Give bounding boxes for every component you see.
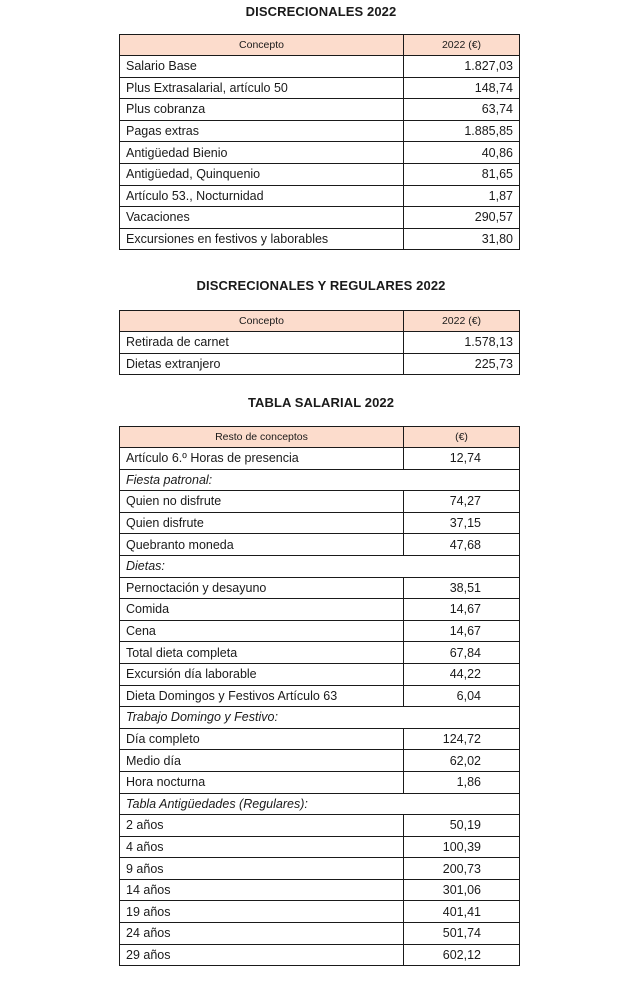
- amount-cell: 47,68: [404, 534, 520, 556]
- table-subheader-row: [120, 707, 520, 729]
- amount-cell: 81,65: [404, 163, 520, 185]
- amount-cell: 1.827,03: [404, 56, 520, 78]
- amount-cell: 148,74: [404, 77, 520, 99]
- concept-cell: 29 años: [120, 944, 404, 966]
- concept-cell: Pagas extras: [120, 120, 404, 142]
- concept-cell: Vacaciones: [120, 207, 404, 229]
- table-row: [120, 142, 520, 164]
- table-row: [120, 491, 520, 513]
- table-row: [120, 353, 520, 375]
- concept-cell: Retirada de carnet: [120, 332, 404, 354]
- amount-cell: 12,74: [404, 448, 520, 470]
- concept-cell: Medio día: [120, 750, 404, 772]
- table-subheader-row: [120, 469, 520, 491]
- concept-cell: Dietas extranjero: [120, 353, 404, 375]
- column-header-amount: 2022 (€): [404, 311, 520, 332]
- concept-cell: Hora nocturna: [120, 771, 404, 793]
- table-discrecionales: [119, 34, 520, 250]
- table-row: [120, 663, 520, 685]
- table-row: [120, 599, 520, 621]
- table-row: [120, 207, 520, 229]
- amount-cell: 31,80: [404, 228, 520, 250]
- amount-cell: 14,67: [404, 620, 520, 642]
- concept-cell: Excursión día laborable: [120, 663, 404, 685]
- table-row: [120, 185, 520, 207]
- table-row: [120, 534, 520, 556]
- amount-cell: 100,39: [404, 836, 520, 858]
- table-header-row: [120, 427, 520, 448]
- amount-cell: 37,15: [404, 512, 520, 534]
- concept-cell: Quebranto moneda: [120, 534, 404, 556]
- amount-cell: 6,04: [404, 685, 520, 707]
- table-row: [120, 642, 520, 664]
- amount-cell: 63,74: [404, 99, 520, 121]
- amount-cell: 225,73: [404, 353, 520, 375]
- table-row: [120, 836, 520, 858]
- column-header-concept: Resto de conceptos: [120, 427, 404, 448]
- amount-cell: 290,57: [404, 207, 520, 229]
- amount-cell: 74,27: [404, 491, 520, 513]
- amount-cell: 401,41: [404, 901, 520, 923]
- table-row: [120, 685, 520, 707]
- table-row: [120, 879, 520, 901]
- table-row: [120, 77, 520, 99]
- concept-cell: Quien no disfrute: [120, 491, 404, 513]
- concept-cell: Cena: [120, 620, 404, 642]
- amount-cell: 1,86: [404, 771, 520, 793]
- table-row: [120, 56, 520, 78]
- amount-cell: 1.578,13: [404, 332, 520, 354]
- table-header-row: [120, 35, 520, 56]
- amount-cell: 1.885,85: [404, 120, 520, 142]
- amount-cell: 40,86: [404, 142, 520, 164]
- table-row: [120, 901, 520, 923]
- concept-cell: Antigüedad, Quinquenio: [120, 163, 404, 185]
- table-subheader-row: [120, 793, 520, 815]
- amount-cell: 301,06: [404, 879, 520, 901]
- concept-cell: Pernoctación y desayuno: [120, 577, 404, 599]
- concept-cell: 4 años: [120, 836, 404, 858]
- concept-cell: Plus Extrasalarial, artículo 50: [120, 77, 404, 99]
- amount-cell: 200,73: [404, 858, 520, 880]
- table-row: [120, 923, 520, 945]
- subheader-label: Tabla Antigüedades (Regulares):: [120, 793, 520, 815]
- amount-cell: 50,19: [404, 815, 520, 837]
- table-row: [120, 163, 520, 185]
- section-title-discrecionales-regulares: DISCRECIONALES Y REGULARES 2022: [196, 278, 446, 293]
- concept-cell: Día completo: [120, 728, 404, 750]
- concept-cell: Artículo 53., Nocturnidad: [120, 185, 404, 207]
- concept-cell: 19 años: [120, 901, 404, 923]
- column-header-amount: (€): [404, 427, 520, 448]
- concept-cell: Total dieta completa: [120, 642, 404, 664]
- concept-cell: 2 años: [120, 815, 404, 837]
- table-row: [120, 858, 520, 880]
- amount-cell: 1,87: [404, 185, 520, 207]
- table-row: [120, 728, 520, 750]
- section-title-tabla-salarial: TABLA SALARIAL 2022: [247, 395, 395, 410]
- section-title-discrecionales: DISCRECIONALES 2022: [245, 4, 397, 19]
- table-row: [120, 577, 520, 599]
- column-header-amount: 2022 (€): [404, 35, 520, 56]
- amount-cell: 501,74: [404, 923, 520, 945]
- table-row: [120, 99, 520, 121]
- amount-cell: 602,12: [404, 944, 520, 966]
- column-header-concept: Concepto: [120, 35, 404, 56]
- amount-cell: 62,02: [404, 750, 520, 772]
- table-row: [120, 815, 520, 837]
- table-tabla-salarial: [119, 426, 520, 966]
- concept-cell: Comida: [120, 599, 404, 621]
- amount-cell: 38,51: [404, 577, 520, 599]
- table-discrecionales-regulares: [119, 310, 520, 375]
- table-row: [120, 512, 520, 534]
- subheader-label: Dietas:: [120, 555, 520, 577]
- concept-cell: Dieta Domingos y Festivos Artículo 63: [120, 685, 404, 707]
- concept-cell: Plus cobranza: [120, 99, 404, 121]
- table-header-row: [120, 311, 520, 332]
- table-row: [120, 620, 520, 642]
- amount-cell: 67,84: [404, 642, 520, 664]
- table-row: [120, 771, 520, 793]
- table-row: [120, 448, 520, 470]
- table-row: [120, 750, 520, 772]
- concept-cell: 9 años: [120, 858, 404, 880]
- column-header-concept: Concepto: [120, 311, 404, 332]
- concept-cell: 24 años: [120, 923, 404, 945]
- concept-cell: Excursiones en festivos y laborables: [120, 228, 404, 250]
- concept-cell: Quien disfrute: [120, 512, 404, 534]
- amount-cell: 44,22: [404, 663, 520, 685]
- subheader-label: Fiesta patronal:: [120, 469, 520, 491]
- table-row: [120, 120, 520, 142]
- concept-cell: Artículo 6.º Horas de presencia: [120, 448, 404, 470]
- table-subheader-row: [120, 555, 520, 577]
- concept-cell: Antigüedad Bienio: [120, 142, 404, 164]
- concept-cell: Salario Base: [120, 56, 404, 78]
- amount-cell: 124,72: [404, 728, 520, 750]
- amount-cell: 14,67: [404, 599, 520, 621]
- table-row: [120, 944, 520, 966]
- table-row: [120, 228, 520, 250]
- table-row: [120, 332, 520, 354]
- concept-cell: 14 años: [120, 879, 404, 901]
- subheader-label: Trabajo Domingo y Festivo:: [120, 707, 520, 729]
